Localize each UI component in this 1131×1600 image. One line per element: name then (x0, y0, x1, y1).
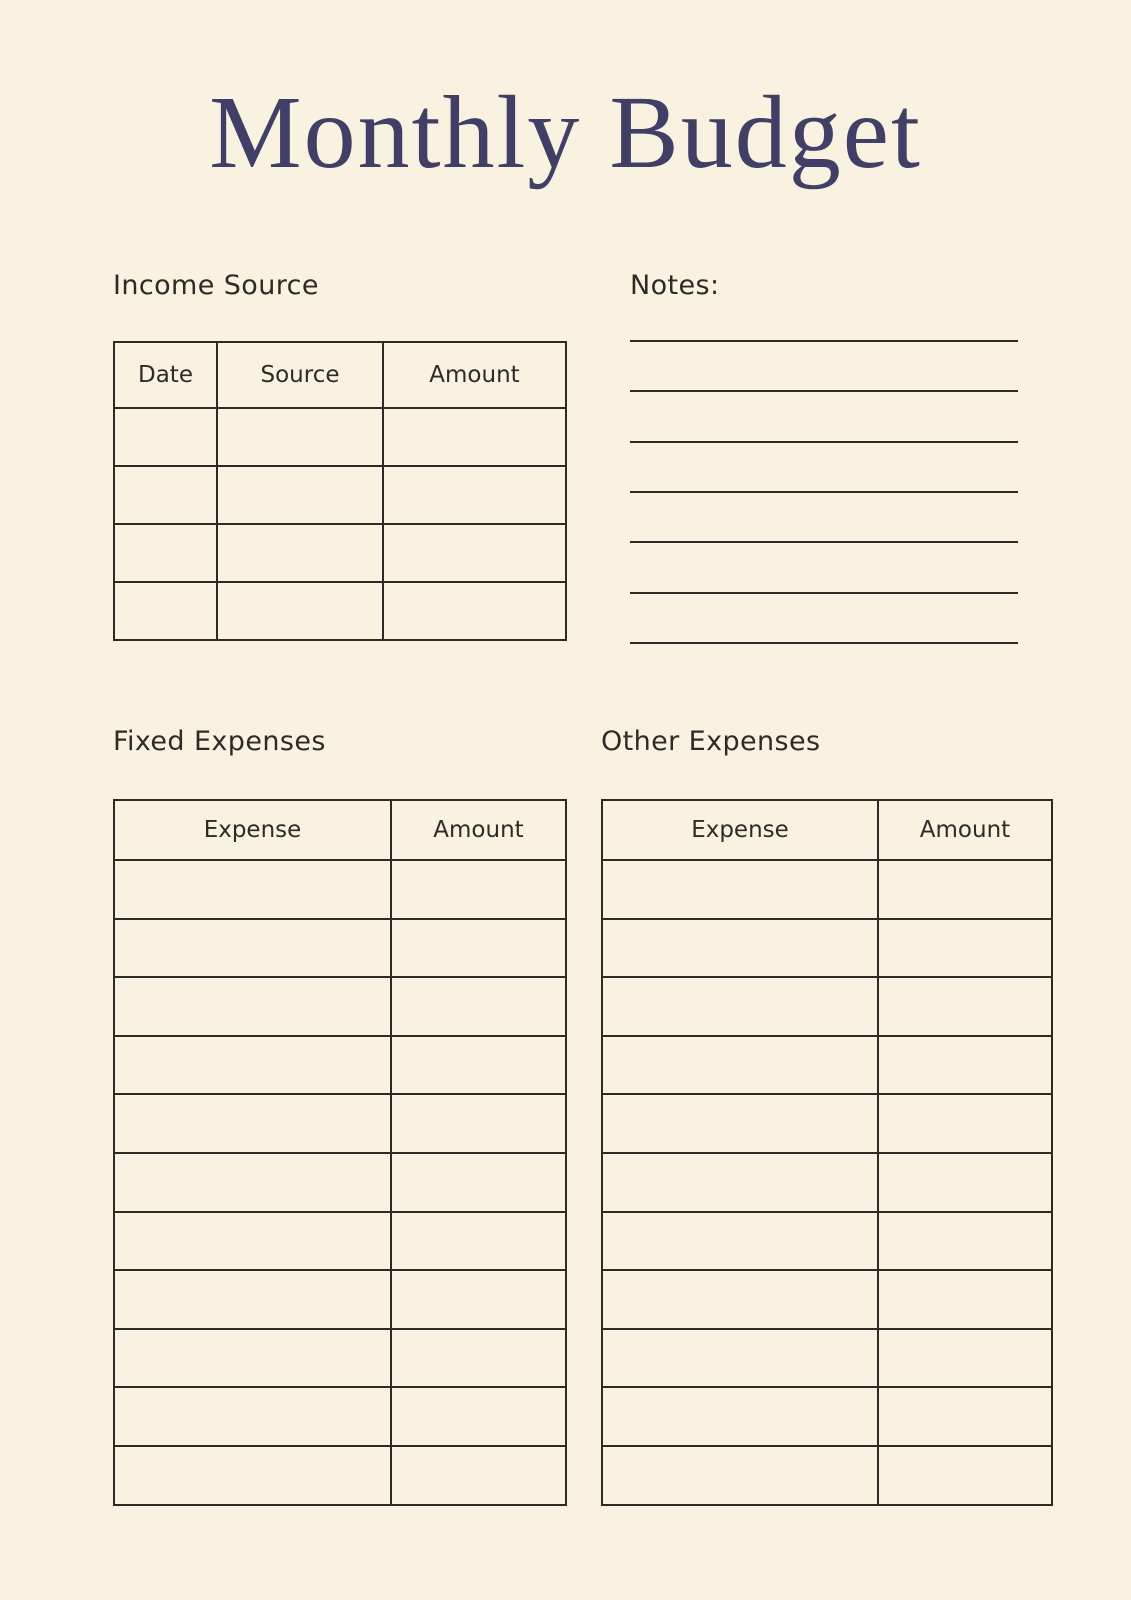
table-row (114, 1094, 566, 1153)
table-row (602, 1036, 1052, 1095)
table-row (602, 1212, 1052, 1271)
note-line[interactable] (630, 491, 1018, 493)
table-row (114, 1329, 566, 1388)
fill-in-cell[interactable] (114, 1446, 391, 1505)
table-row (114, 466, 566, 524)
page-title: Monthly Budget (209, 75, 922, 190)
fill-in-cell[interactable] (391, 1329, 566, 1388)
table-row (114, 919, 566, 978)
table-row (602, 1153, 1052, 1212)
fill-in-cell[interactable] (878, 1446, 1052, 1505)
fill-in-cell[interactable] (391, 1387, 566, 1446)
fill-in-cell[interactable] (602, 1094, 878, 1153)
fill-in-cell[interactable] (114, 1212, 391, 1271)
fill-in-cell[interactable] (217, 582, 383, 640)
column-header: Expense (602, 800, 878, 860)
note-line[interactable] (630, 642, 1018, 644)
fill-in-cell[interactable] (878, 1270, 1052, 1329)
fill-in-cell[interactable] (114, 977, 391, 1036)
fill-in-cell[interactable] (602, 977, 878, 1036)
fill-in-cell[interactable] (602, 919, 878, 978)
fill-in-cell[interactable] (878, 1153, 1052, 1212)
fill-in-cell[interactable] (602, 860, 878, 919)
fill-in-cell[interactable] (391, 919, 566, 978)
fill-in-cell[interactable] (878, 1387, 1052, 1446)
table-row (602, 1446, 1052, 1505)
notes-heading: Notes: (630, 270, 720, 301)
table-row (602, 1329, 1052, 1388)
table-row (114, 408, 566, 466)
fill-in-cell[interactable] (602, 1329, 878, 1388)
table-row (602, 1094, 1052, 1153)
note-line[interactable] (630, 541, 1018, 543)
notes-lines-area (630, 340, 1018, 650)
fill-in-cell[interactable] (602, 1036, 878, 1095)
fill-in-cell[interactable] (114, 1270, 391, 1329)
fill-in-cell[interactable] (114, 408, 217, 466)
header-row (114, 800, 566, 860)
fill-in-cell[interactable] (114, 1329, 391, 1388)
fill-in-cell[interactable] (878, 977, 1052, 1036)
fill-in-cell[interactable] (878, 919, 1052, 978)
table-row (114, 977, 566, 1036)
table-row (602, 1387, 1052, 1446)
fill-in-cell[interactable] (383, 466, 566, 524)
fill-in-cell[interactable] (217, 408, 383, 466)
note-line[interactable] (630, 390, 1018, 392)
table-row (114, 1270, 566, 1329)
fill-in-cell[interactable] (114, 860, 391, 919)
fill-in-cell[interactable] (602, 1446, 878, 1505)
header-row (114, 342, 566, 408)
table-row (114, 1036, 566, 1095)
other-expenses-table (601, 799, 1053, 1506)
column-header: Expense (114, 800, 391, 860)
fill-in-cell[interactable] (114, 1153, 391, 1212)
table-row (602, 860, 1052, 919)
table-row (114, 524, 566, 582)
fill-in-cell[interactable] (602, 1153, 878, 1212)
column-header: Source (217, 342, 383, 408)
fill-in-cell[interactable] (391, 1270, 566, 1329)
table-row (114, 582, 566, 640)
fill-in-cell[interactable] (878, 1036, 1052, 1095)
fill-in-cell[interactable] (878, 1094, 1052, 1153)
header-row (602, 800, 1052, 860)
table-row (114, 1153, 566, 1212)
column-header: Date (114, 342, 217, 408)
fill-in-cell[interactable] (602, 1212, 878, 1271)
column-header: Amount (383, 342, 566, 408)
note-line[interactable] (630, 340, 1018, 342)
fill-in-cell[interactable] (391, 1446, 566, 1505)
fill-in-cell[interactable] (383, 524, 566, 582)
fill-in-cell[interactable] (391, 977, 566, 1036)
fill-in-cell[interactable] (878, 860, 1052, 919)
table-row (114, 1387, 566, 1446)
fill-in-cell[interactable] (217, 524, 383, 582)
fill-in-cell[interactable] (383, 582, 566, 640)
fill-in-cell[interactable] (114, 582, 217, 640)
fill-in-cell[interactable] (114, 466, 217, 524)
fill-in-cell[interactable] (114, 919, 391, 978)
income-source-table (113, 341, 567, 641)
fill-in-cell[interactable] (391, 1094, 566, 1153)
fill-in-cell[interactable] (114, 1387, 391, 1446)
note-line[interactable] (630, 592, 1018, 594)
table-row (114, 1212, 566, 1271)
note-line[interactable] (630, 441, 1018, 443)
fill-in-cell[interactable] (383, 408, 566, 466)
column-header: Amount (878, 800, 1052, 860)
fixed-expenses-heading: Fixed Expenses (113, 726, 326, 757)
table-row (114, 860, 566, 919)
table-row (602, 977, 1052, 1036)
fill-in-cell[interactable] (114, 524, 217, 582)
other-expenses-heading: Other Expenses (601, 726, 821, 757)
fill-in-cell[interactable] (114, 1094, 391, 1153)
fill-in-cell[interactable] (602, 1270, 878, 1329)
table-row (114, 1446, 566, 1505)
fill-in-cell[interactable] (391, 860, 566, 919)
fill-in-cell[interactable] (878, 1212, 1052, 1271)
fill-in-cell[interactable] (391, 1212, 566, 1271)
fill-in-cell[interactable] (391, 1036, 566, 1095)
table-row (602, 1270, 1052, 1329)
fill-in-cell[interactable] (391, 1153, 566, 1212)
column-header: Amount (391, 800, 566, 860)
fixed-expenses-table (113, 799, 567, 1506)
fill-in-cell[interactable] (878, 1329, 1052, 1388)
fill-in-cell[interactable] (114, 1036, 391, 1095)
table-row (602, 919, 1052, 978)
fill-in-cell[interactable] (602, 1387, 878, 1446)
income-source-heading: Income Source (113, 270, 319, 301)
fill-in-cell[interactable] (217, 466, 383, 524)
